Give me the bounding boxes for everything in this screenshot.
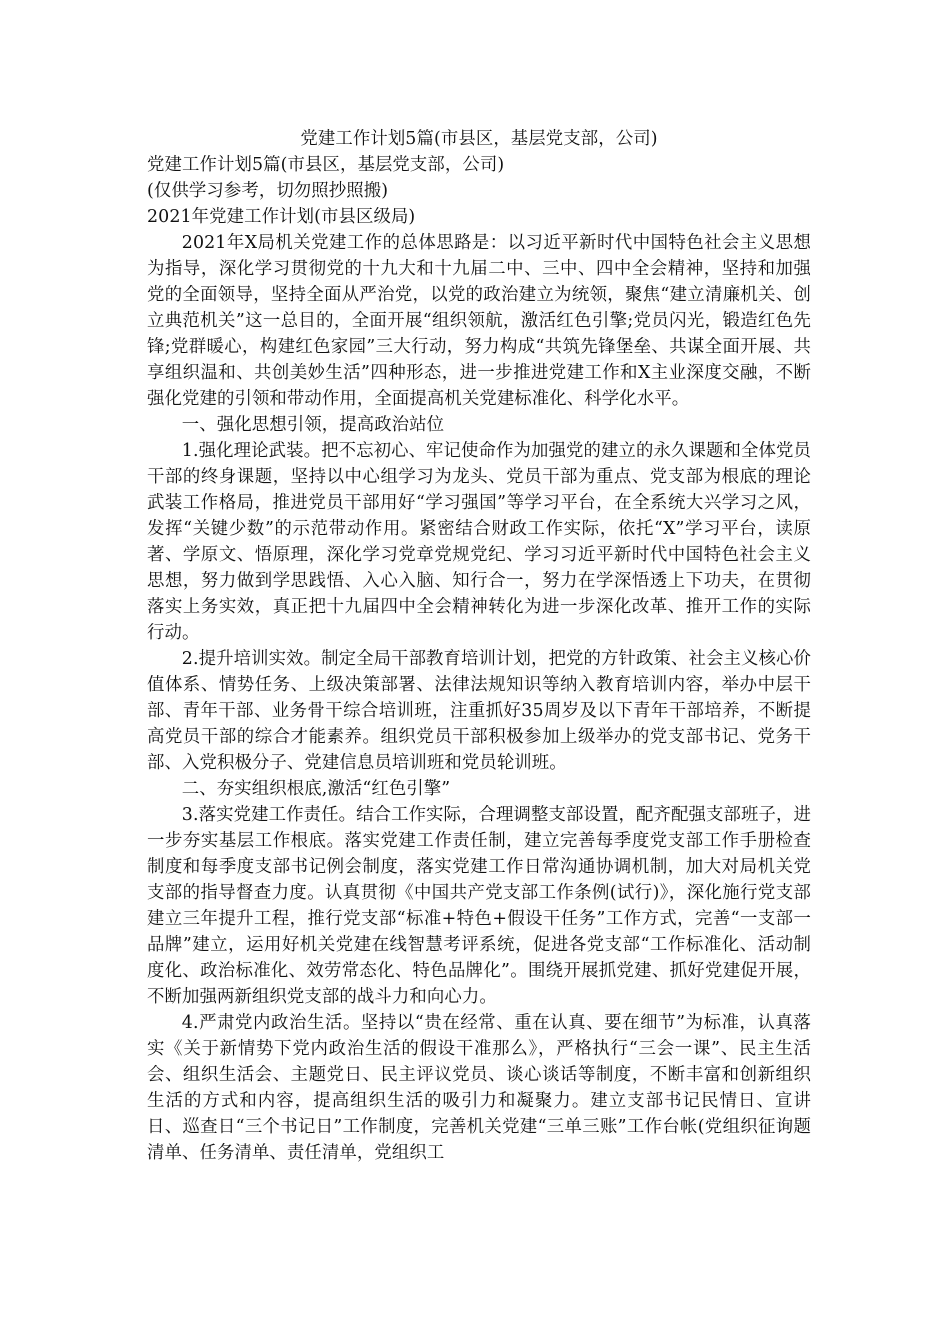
paragraph-item-1: 1.强化理论武装。把不忘初心、牢记使命作为加强党的建立的永久课题和全体党员干部的终身课题，坚持以中心组学习为龙头、党员干部为重点、党支部为根底的理论武装工作格局，推进党员干部用好“学习强国”等学习平台，在全系统大兴学习之风，发挥“关键少数”的示范带动作用。紧密结合财政工作实际，依托“X”学习平台，读原著、学原文、悟原理，深化学习党章党规党纪、学习习近平新时代中国特色社会主义思想，努力做到学思践悟、入心入脑、知行合一，努力在学深悟透上下功夫，在贯彻落实上务实效，真正把十九届四中全会精神转化为进一步深化改革、推开工作的实际行动。 (147, 441, 811, 643)
heading-section-1: 一、强化思想引领，提高政治站位 (181, 415, 445, 435)
section-title: 2021年党建工作计划(市县区级局) (147, 207, 416, 227)
document-title: 党建工作计划5篇(市县区，基层党支部，公司) (300, 129, 658, 149)
document-note: (仅供学习参考，切勿照抄照搬) (147, 181, 389, 201)
paragraph-item-3: 3.落实党建工作责任。结合工作实际，合理调整支部设置，配齐配强支部班子，进一步夯实基层工作根底。落实党建工作责任制，建立完善每季度党支部工作手册检查制度和每季度支部书记例会制度，落实党建工作日常沟通协调机制，加大对局机关党支部的指导督查力度。认真贯彻《中国共产党支部工作条例(试行)》，深化施行党支部建立三年提升工程，推行党支部“标准+特色+假设干任务”工作方式，完善“一支部一品牌”建立，运用好机关党建在线智慧考评系统，促进各党支部“工作标准化、活动制度化、政治标准化、效劳常态化、特色品牌化”。围绕开展抓党建、抓好党建促开展，不断加强两新组织党支部的战斗力和向心力。 (147, 805, 811, 1007)
document-subtitle: 党建工作计划5篇(市县区，基层党支部，公司) (147, 155, 505, 175)
paragraph-item-2: 2.提升培训实效。制定全局干部教育培训计划，把党的方针政策、社会主义核心价值体系、情势任务、上级决策部署、法律法规知识等纳入教育培训内容，举办中层干部、青年干部、业务骨干综合培训班，注重抓好35周岁及以下青年干部培养，不断提高党员干部的综合才能素养。组织党员干部积极参加上级举办的党支部书记、党务干部、入党积极分子、党建信息员培训班和党员轮训班。 (147, 649, 811, 773)
paragraph-item-4: 4.严肃党内政治生活。坚持以“贵在经常、重在认真、要在细节”为标准，认真落实《关于新情势下党内政治生活的假设干准那么》，严格执行“三会一课”、民主生活会、组织生活会、主题党日、民主评议党员、谈心谈话等制度，不断丰富和创新组织生活的方式和内容，提高组织生活的吸引力和凝聚力。建立支部书记民情日、宣讲日、巡查日“三个书记日”工作制度，完善机关党建“三单三账”工作台帐(党组织征询题清单、任务清单、责任清单，党组织工 (147, 1013, 811, 1163)
document-page (147, 126, 811, 1166)
heading-section-2: 二、夯实组织根底,激活“红色引擎” (181, 779, 451, 799)
paragraph-overview: 2021年X局机关党建工作的总体思路是：以习近平新时代中国特色社会主义思想为指导，深化学习贯彻党的十九大和十九届二中、三中、四中全会精神，坚持和加强党的全面领导，坚持全面从严治党，以党的政治建立为统领，聚焦“建立清廉机关、创立典范机关”这一总目的，全面开展“组织领航，激活红色引擎;党员闪光，锻造红色先锋;党群暖心，构建红色家园”三大行动，努力构成“共筑先锋堡垒、共谋全面开展、共享组织温和、共创美妙生活”四种形态，进一步推进党建工作和X主业深度交融，不断强化党建的引领和带动作用，全面提高机关党建标准化、科学化水平。 (147, 233, 811, 409)
